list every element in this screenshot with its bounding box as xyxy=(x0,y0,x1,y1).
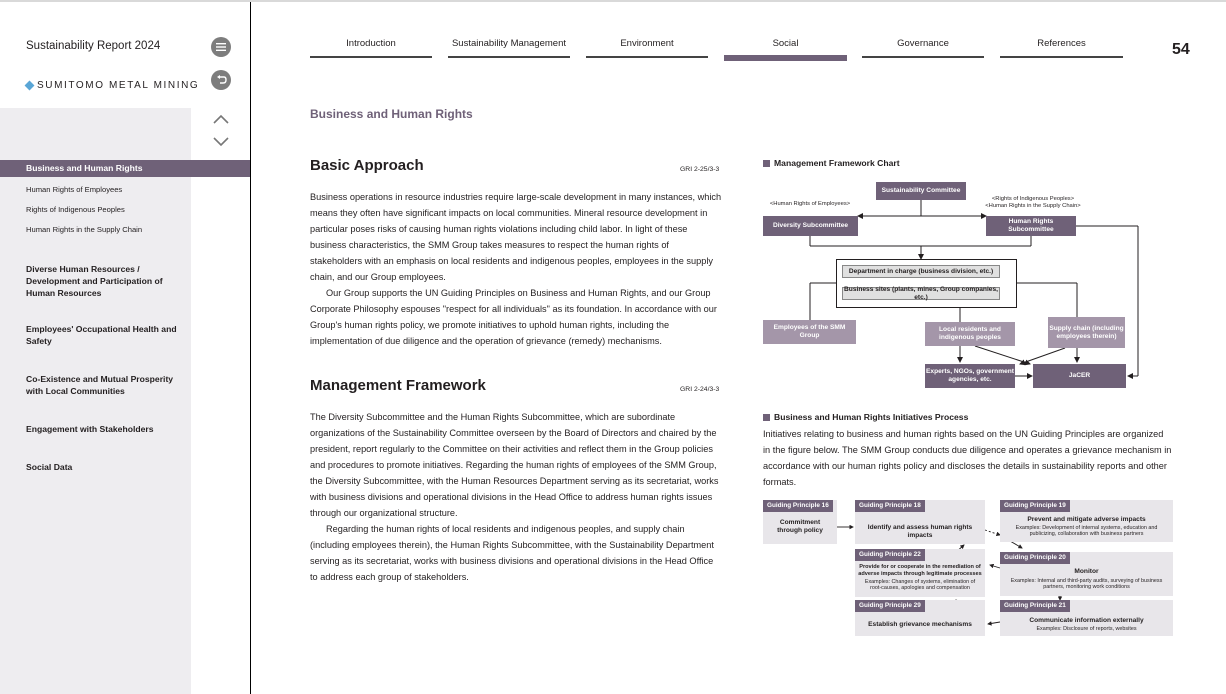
basic-approach-heading: Basic Approach xyxy=(310,157,424,174)
tab-governance[interactable]: Governance xyxy=(862,38,984,58)
gp-main-text: Communicate information externally xyxy=(1029,617,1144,624)
guiding-principle-22 xyxy=(855,549,985,597)
sidebar-item-social-data[interactable]: Social Data xyxy=(26,462,73,472)
framework-chart-title-text: Management Framework Chart xyxy=(774,158,900,168)
gri-tag: GRI 2-25/3-3 xyxy=(680,166,720,173)
tab-social[interactable]: Social xyxy=(724,38,847,61)
gp-header: Guiding Principle 29 xyxy=(855,600,925,612)
human-rights-subcommittee-box: Human Rights Subcommittee xyxy=(986,216,1076,236)
gp-main-text: Prevent and mitigate adverse impacts xyxy=(1027,516,1146,523)
tab-sustainability-management[interactable]: Sustainability Management xyxy=(448,38,570,58)
local-residents-box: Local residents and indigenous peoples xyxy=(925,322,1015,346)
supply-chain-rights-label: <Human Rights in the Supply Chain> xyxy=(985,203,1081,209)
sustainability-committee-box: Sustainability Committee xyxy=(876,182,966,200)
gp-main-text: Provide for or cooperate in the remediation of adverse impacts through legitimate processes xyxy=(858,564,982,577)
gp-example-text: Examples: Internal and third-party audits, surveying of business partners, monitoring work conditions xyxy=(1010,578,1163,591)
gri-tag: GRI 2-24/3-3 xyxy=(680,386,720,393)
employees-rights-label: <Human Rights of Employees> xyxy=(769,201,851,207)
gp-main-text: Identify and assess human rights impacts xyxy=(867,524,973,539)
paragraph: Business operations in resource industries require large-scale development in many instances, which means they often have significant impacts on local communities. Mineral resource development in particular poses risks of causing human rights violations including child labor. In light of these business characteristics, the SMM Group takes measures to respect the human rights of stakeholders with an emphasis on local residents and indigenous peoples, employees in the supply chain, and our Group employees. xyxy=(310,192,722,282)
gp-example-text: Examples: Changes of systems, elimination of root-causes, apologies and compensation xyxy=(864,579,976,592)
tab-references[interactable]: References xyxy=(1000,38,1123,58)
gp-header: Guiding Principle 22 xyxy=(855,549,925,561)
sidebar-item-diverse-hr[interactable]: Diverse Human Resources / Development and Participation of Human Resources xyxy=(26,264,163,298)
gp-header: Guiding Principle 20 xyxy=(1000,552,1070,564)
sidebar-item-business-human-rights[interactable]: Business and Human Rights xyxy=(0,160,250,177)
page-number: 54 xyxy=(1172,41,1190,58)
guiding-principle-18 xyxy=(855,500,985,544)
gp-example-text: Examples: Disclosure of reports, websites xyxy=(1036,626,1137,632)
guiding-principle-20 xyxy=(1000,552,1173,596)
supply-chain-box: Supply chain (including employees therein) xyxy=(1048,317,1125,348)
sidebar-item-communities[interactable]: Co-Existence and Mutual Prosperity with Local Communities xyxy=(26,374,174,396)
sidebar-item-employees[interactable]: Human Rights of Employees xyxy=(26,185,123,194)
guiding-principle-21 xyxy=(1000,600,1173,636)
experts-box: Experts, NGOs, government agencies, etc. xyxy=(925,364,1015,388)
guiding-principle-19 xyxy=(1000,500,1173,542)
gp-main-text: Monitor xyxy=(1074,568,1099,575)
management-framework-heading: Management Framework xyxy=(310,377,486,394)
business-sites-box: Business sites (plants, mines, Group companies, etc.) xyxy=(842,287,1000,300)
process-intro-text: Initiatives relating to business and human rights based on the UN Guiding Principles are organized in the figure below. The SMM Group conducts due diligence and operates a grievance mechanism in accordance with our human rights policy and discloses the details in sustainability reports and other formats. xyxy=(763,429,1172,487)
gp-header: Guiding Principle 16 xyxy=(763,500,833,512)
tab-environment[interactable]: Environment xyxy=(586,38,708,58)
sidebar-item-indigenous[interactable]: Rights of Indigenous Peoples xyxy=(26,205,125,214)
logo-text: SUMITOMO METAL MINING xyxy=(37,80,200,91)
jacer-box: JaCER xyxy=(1033,364,1126,388)
diversity-subcommittee-box: Diversity Subcommittee xyxy=(763,216,858,236)
paragraph: The Diversity Subcommittee and the Human Rights Subcommittee, which are subordinate organizations of the Sustainability Committee overseen by the Board of Directors and chaired by the president, report regularly to the Committee on their activities and reflect them in the Group policies and procedures to promote initiatives. Regarding the human rights of employees of the SMM Group, the Diversity Subcommittee, with the Human Resources Department serving as its secretariat, works with business divisions and operational divisions in the Head Office to address human rights issues through our organizational structure. xyxy=(310,412,719,518)
gp-header: Guiding Principle 19 xyxy=(1000,500,1070,512)
process-chart-title-text: Business and Human Rights Initiatives Process xyxy=(774,412,969,422)
report-title: Sustainability Report 2024 xyxy=(26,40,161,52)
gp-main-text: Commitment through policy xyxy=(777,519,823,534)
indigenous-rights-label: <Rights of Indigenous Peoples> xyxy=(991,196,1075,202)
department-in-charge-box: Department in charge (business division, etc.) xyxy=(842,265,1000,278)
tab-introduction[interactable]: Introduction xyxy=(310,38,432,58)
sidebar-item-engagement[interactable]: Engagement with Stakeholders xyxy=(26,424,154,434)
guiding-principle-29 xyxy=(855,600,985,636)
employees-of-smm-box: Employees of the SMM Group xyxy=(763,320,856,344)
guiding-principle-16 xyxy=(763,500,837,544)
gp-main-text: Establish grievance mechanisms xyxy=(868,621,972,628)
sidebar-item-health-safety[interactable]: Employees' Occupational Health and Safety xyxy=(26,324,177,346)
section-title: Business and Human Rights xyxy=(310,107,473,121)
gp-header: Guiding Principle 21 xyxy=(1000,600,1070,612)
paragraph: Regarding the human rights of local residents and indigenous peoples, and supply chain (including employees therein), the Human Rights Subcommittee, with the Sustainability Department serving as its secretariat, works with business divisions and operational divisions in the Head Office to address each group of stakeholders. xyxy=(310,524,714,582)
gp-example-text: Examples: Development of internal systems, education and publicizing, collaboration with business partners xyxy=(1015,525,1158,538)
paragraph: Our Group supports the UN Guiding Principles on Business and Human Rights, and our Group Corporate Philosophy espouses "respect for all individuals" as its foundation. In accordance with our Group's human rights policy, we promote initiatives to uphold human rights, including the implementation of due diligence and the operation of grievance (remedy) mechanisms. xyxy=(310,288,717,346)
sidebar-item-supply-chain[interactable]: Human Rights in the Supply Chain xyxy=(26,225,143,234)
gp-header: Guiding Principle 18 xyxy=(855,500,925,512)
